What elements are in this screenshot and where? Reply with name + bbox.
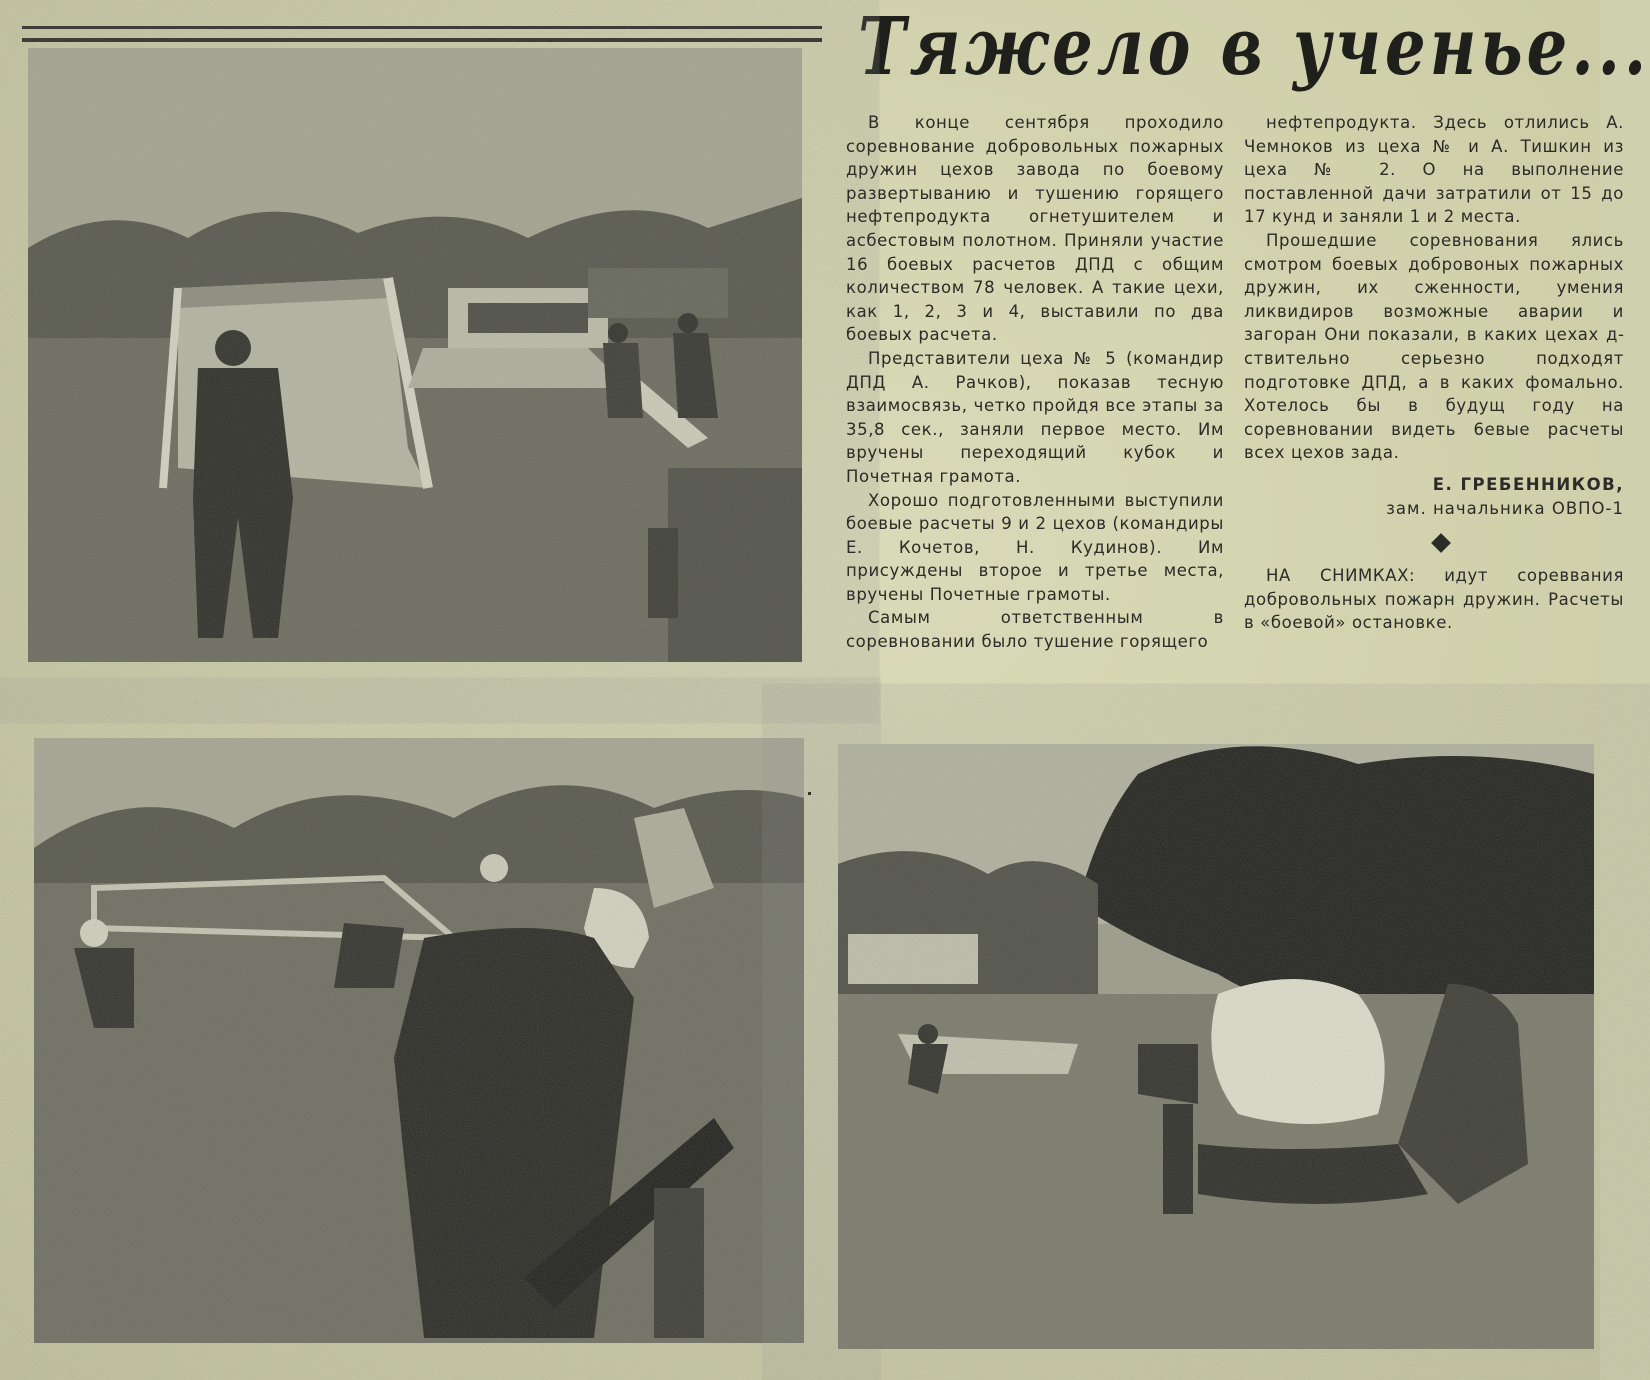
article-column-2 [1244, 111, 1624, 721]
paragraph-3: Хорошо подготовленными выступили боевые расчеты 9 и 2 цехов (командиры Е. Кочетов, Н. Кудинов). Им присуждены второе и третье места, вручены Почетные грамоты. [846, 490, 1224, 604]
article-headline: Тяжело в ученье... [858, 0, 1650, 93]
paragraph-4: Самым ответственным в соревновании было тушение горящего [846, 608, 1224, 652]
photo-barrier-exercise [28, 48, 802, 662]
article-column-1 [846, 111, 1224, 654]
photo-caption: НА СНИМКАХ: идут сореввания добровольных пожарн дружин. Расчеты в «боевой» остановке. [1244, 566, 1624, 633]
print-speck [808, 792, 811, 795]
header-rule-thick [22, 38, 822, 42]
header-rule-thin [22, 26, 822, 29]
paragraph-1: В конце сентября проходило соревнование добровольных пожарных дружин цехов завода по боевому развертыванию и тушению горящего нефтепродукта огнетушителем и асбестовым полотном. Приняли участие 16 боевых расчетов ДПД с общим количеством 78 человек. А такие цехи, как 1, 2, 3 и 4, выставили по два боевых расчета. [846, 113, 1224, 345]
paragraph-5: нефтепродукта. Здесь отлились А. Чемноков из цеха № и А. Тишкин из цеха № 2. О на выполнение поставленной дачи затратили от 15 до 17 кунд и заняли 1 и 2 места. [1244, 113, 1624, 227]
author-name: Е. ГРЕБЕННИКОВ, [1432, 474, 1624, 494]
diamond-separator [1431, 533, 1451, 553]
photo-extinguisher-exercise [34, 738, 804, 1343]
photo-fire-extinguishing [838, 744, 1594, 1349]
paragraph-2: Представители цеха № 5 (командир ДПД А. Рачков), показав тесную взаимосвязь, четко пройдя все этапы за 35,8 сек., заняли первое место. Им вручены переходящий кубок и Почетная грамота. [846, 348, 1224, 486]
author-title: зам. начальника ОВПО-1 [1386, 498, 1624, 518]
paragraph-6: Прошедшие соревнования ялись смотром боевых добровоных пожарных дружин, их сженности, умения ликвидиров возможные аварии и загоран Они показали, в каких цехах дствительно серьезно подходят подготовке ДПД, а в каких фомально. Хотелось бы в будущ году на соревновании видеть 6евые расчеты всех цехов зада. [1244, 230, 1624, 463]
